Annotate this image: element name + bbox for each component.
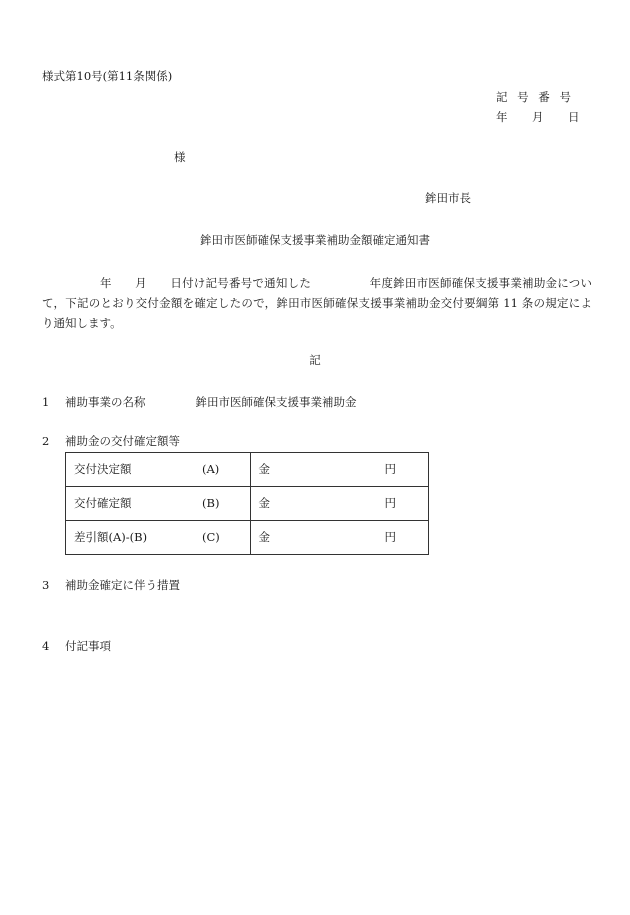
amount-cell [250,521,428,555]
date-year-label: 年 [496,110,508,124]
row-code: (B) [202,495,220,510]
amount-cell [250,453,428,487]
row-label: 交付確定額 [74,495,132,510]
amount-prefix: 金 [258,495,271,510]
amount-unit: 円 [384,495,397,510]
ki-heading: 記 [309,353,321,367]
amount-unit: 円 [384,529,397,544]
row-label: 差引額(A)-(B) [74,529,148,544]
project-name-value: 鉾田市医師確保支援事業補助金 [195,395,357,409]
amount-table [65,452,429,555]
section-4 [42,641,111,653]
table-row [66,453,429,487]
row-label-cell [66,453,251,487]
form-number-label: 様式第10号(第11条関係) [42,69,173,83]
reference-number: 記 号 番 号 [496,90,574,104]
date-month-label: 月 [532,110,544,124]
section-1 [42,397,357,409]
document-title: 鉾田市医師確保支援事業補助金額確定通知書 [200,233,430,247]
amount-unit: 円 [384,461,397,476]
amount-cell [250,487,428,521]
section-number: 1 [42,395,50,409]
row-code: (C) [202,529,220,544]
section-number: 3 [42,578,50,592]
issue-date [496,112,580,124]
section-number: 2 [42,434,50,448]
row-code: (A) [202,461,220,476]
section-label: 補助金の交付確定額等 [65,434,180,448]
row-label-cell [66,487,251,521]
section-label: 補助事業の名称 [65,395,146,409]
date-day-label: 日 [568,110,580,124]
section-label: 付記事項 [65,639,111,653]
notice-body-text: 年 月 日付け記号番号で通知した 年度鉾田市医師確保支援事業補助金について，下記のとおり交付金額を確定したので，鉾田市医師確保支援事業補助金交付要綱第 11 条の規定により通知します。 [42,276,592,330]
section-2 [42,436,180,448]
table-row [66,487,429,521]
row-label: 交付決定額 [74,461,132,476]
issuer-name: 鉾田市長 [425,191,471,205]
section-label: 補助金確定に伴う措置 [65,578,180,592]
row-label-cell [66,521,251,555]
amount-prefix: 金 [258,461,271,476]
table-row [66,521,429,555]
section-number: 4 [42,639,50,653]
addressee-suffix: 様 [174,150,186,164]
amount-prefix: 金 [258,529,271,544]
section-3 [42,580,180,592]
